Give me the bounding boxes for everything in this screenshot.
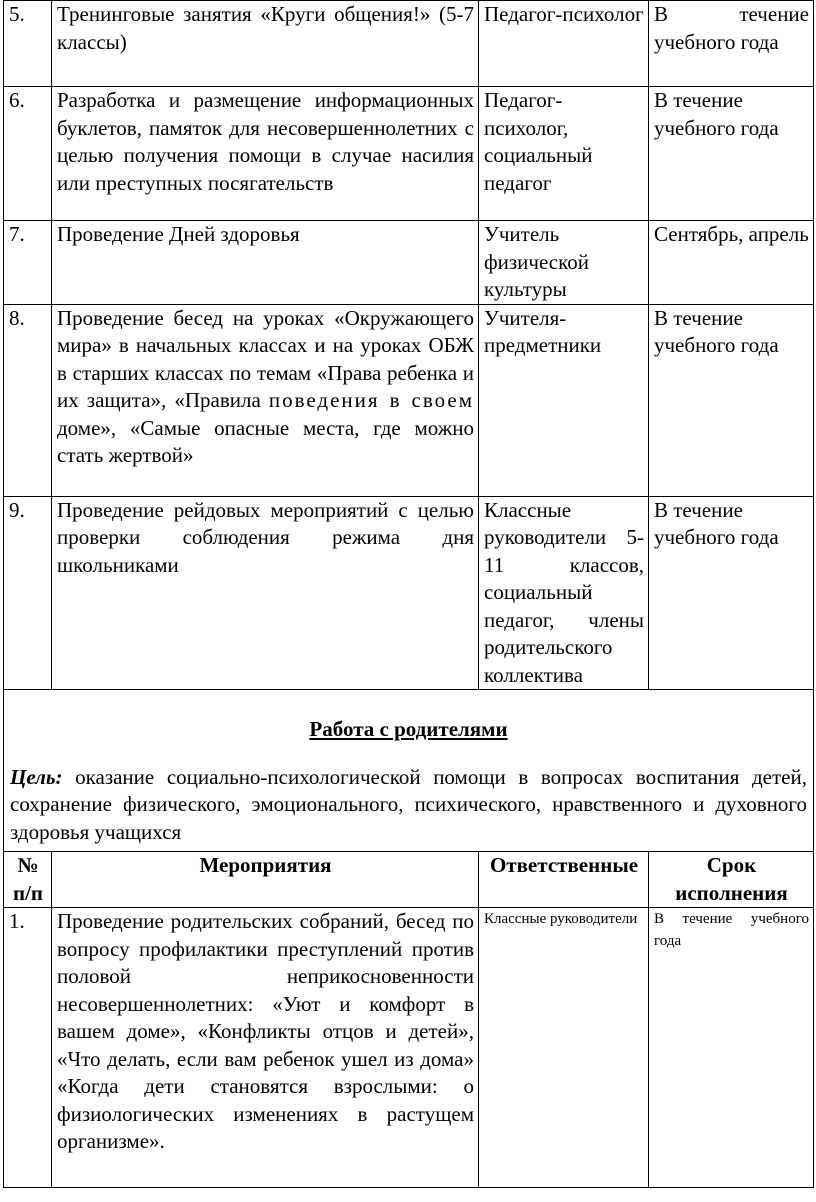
event-cell [52,304,479,496]
event-cell: Проведение родительских собраний, бесед по вопросу профилактики преступлений против половой неприкосновенности несовершеннолетних: «Уют и комфорт в вашем доме», «Конфликты отцов и детей», «Что делать, если вам ребенок ушел из дома» «Когда дети становятся взрослыми: о физиологических изменениях в растущем организме». [52,908,479,1188]
goal-label: Цель: [10,764,63,789]
responsible-cell: Учителя-предметники [479,304,649,496]
term-cell: В течение учебного года [649,496,814,690]
term-cell: В течение учебного года [649,908,814,1188]
responsible-cell: Классные руководители 5-11 классов, социальный педагог, члены родительского коллектива [479,496,649,690]
row-number: 1. [4,908,52,1188]
table-row [4,908,814,1188]
term-cell: Сентябрь, апрель [649,221,814,305]
row-number: 8. [4,304,52,496]
row-number: 6. [4,87,52,221]
table-row [4,1,814,87]
table-header-row [4,852,814,908]
term-cell: В течение учебного года [649,87,814,221]
table-row [4,87,814,221]
section-title: Работа с родителями [309,717,508,741]
goal-text: оказание социально-психологической помощи в вопросах воспитания детей, сохранение физического, эмоционального, психического, нравственного и духовного здоровья учащихся [10,764,807,844]
row-number: 7. [4,221,52,305]
events-table [3,0,814,1188]
responsible-cell: Педагог-психолог [479,1,649,87]
section-cell [4,690,814,852]
table-row [4,221,814,305]
event-cell: Тренинговые занятия «Круги общения!» (5-7 классы) [52,1,479,87]
row-number: 9. [4,496,52,690]
event-text-part: поведения в своем [268,388,475,412]
row-number: 5. [4,1,52,87]
event-text-part: доме», «Самые опасные места, где можно стать жертвой» [57,415,474,467]
term-cell: В течение учебного года [649,304,814,496]
responsible-cell: Учитель физической культуры [479,221,649,305]
header-responsible: Ответственные [479,852,649,908]
term-cell: В течение учебного года [649,1,814,87]
header-events: Мероприятия [52,852,479,908]
document-page [3,0,814,1188]
header-term: Срок исполнения [649,852,814,908]
event-cell: Проведение рейдовых мероприятий с целью проверки соблюдения режима дня школьниками [52,496,479,690]
section-goal [10,764,807,847]
section-row [4,690,814,852]
event-text-part: Проведение бесед на уроках «Окружающего мира» в начальных классах и на уроках ОБЖ в старших классах по темам «Права ребенка и их защита», «Правила [57,305,474,412]
table-row [4,304,814,496]
header-number: № п/п [4,852,52,908]
responsible-cell: Классные руководители [479,908,649,1188]
event-cell: Проведение Дней здоровья [52,221,479,305]
event-cell: Разработка и размещение информационных буклетов, памяток для несовершеннолетних с целью получения помощи в случае насилия или преступных посягательств [52,87,479,221]
table-row [4,496,814,690]
responsible-cell: Педагог-психолог, социальный педагог [479,87,649,221]
